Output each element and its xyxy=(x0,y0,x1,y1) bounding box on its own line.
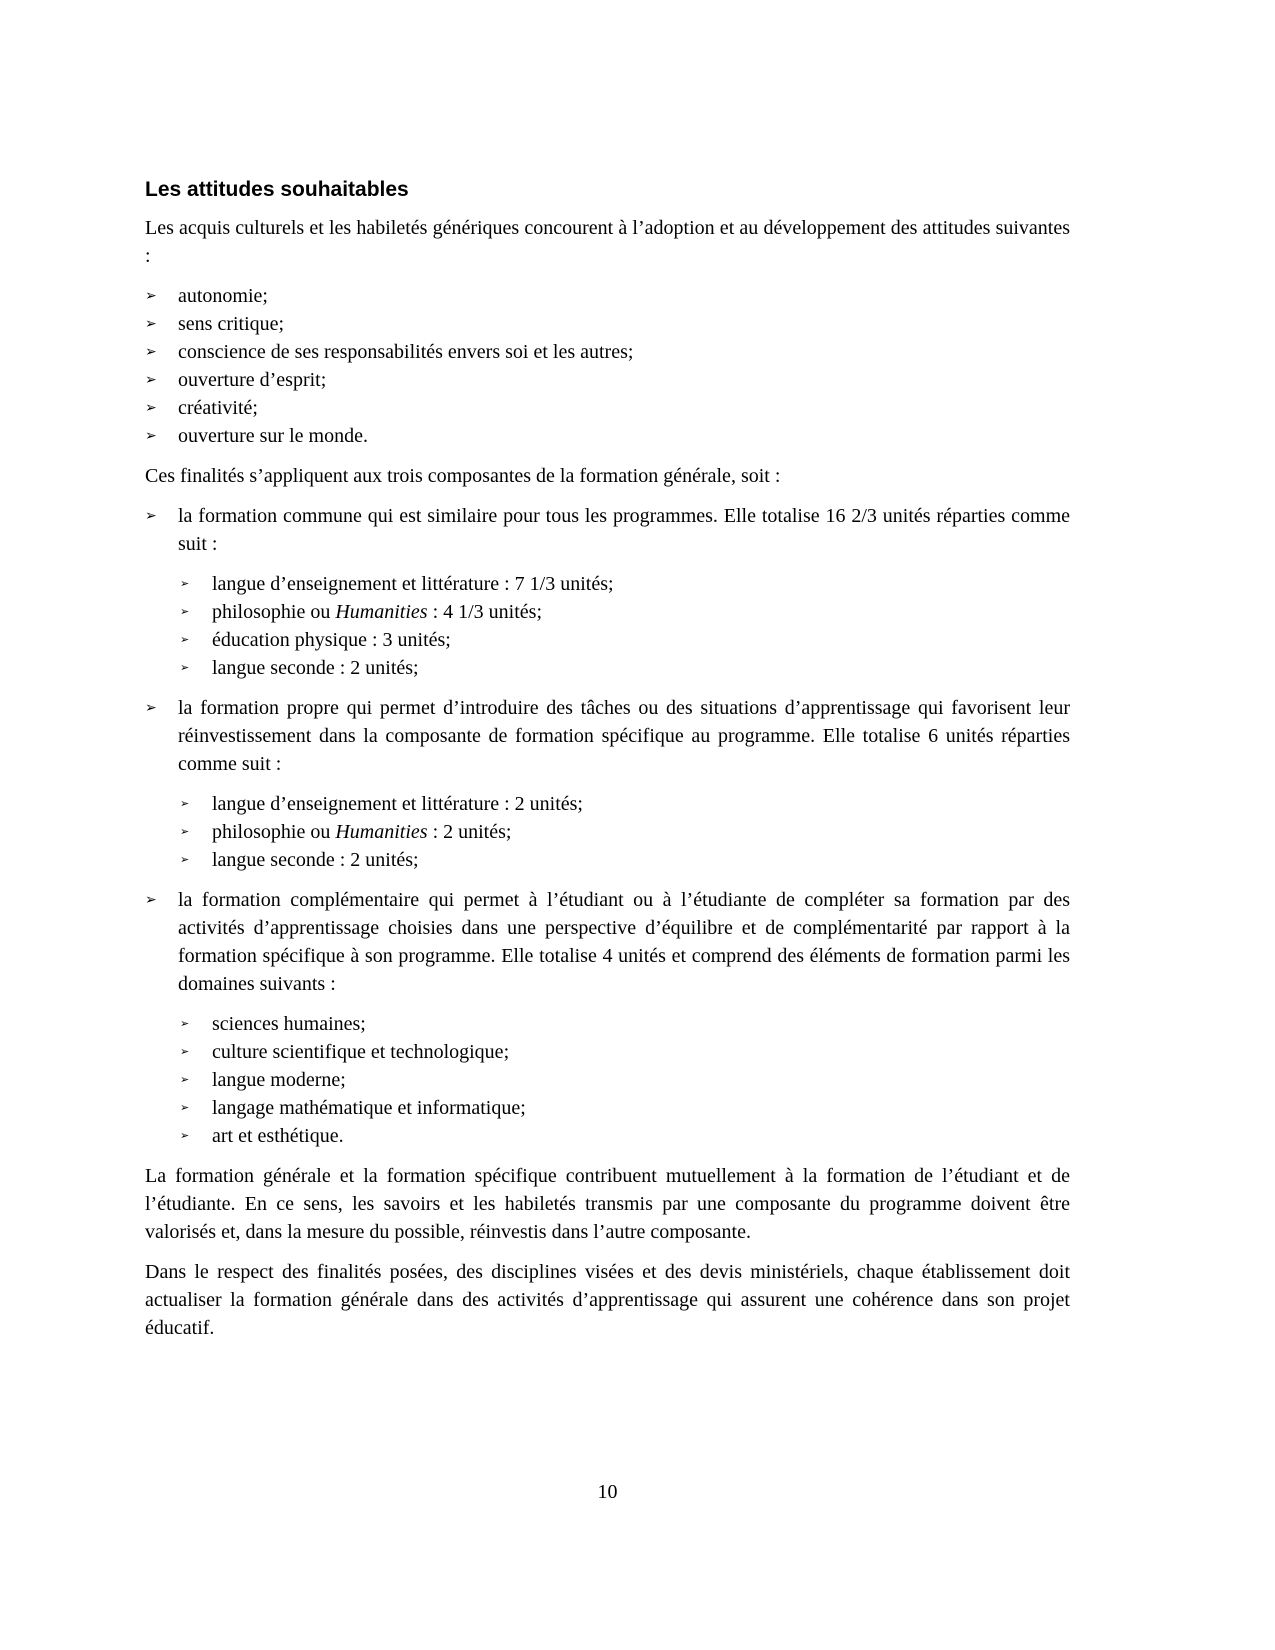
sublist-item-text xyxy=(212,1038,1070,1066)
sublist-item xyxy=(145,846,1070,874)
arrow-bullet-icon: ➢ xyxy=(180,1101,190,1114)
attitude-item xyxy=(145,310,1070,338)
sublist-item-italic: Humanities xyxy=(335,821,428,843)
arrow-bullet-icon: ➢ xyxy=(180,661,190,674)
arrow-bullet-icon: ➢ xyxy=(145,700,157,716)
attitudes-list xyxy=(145,282,1070,450)
component-intro-item xyxy=(145,886,1070,998)
components-intro-paragraph: Ces finalités s’appliquent aux trois composantes de la formation générale, soit : xyxy=(145,465,781,487)
attitude-item xyxy=(145,338,1070,366)
paragraph-formation-generale-specifique: La formation générale et la formation spécifique contribuent mutuellement à la formation de l’étudiant et de l’étudiante. En ce sens, les savoirs et les habiletés transmis par une composante du programme doivent être valorisés et, dans la mesure du possible, réinvestis dans l’autre composante. xyxy=(145,1165,1070,1243)
sublist-item xyxy=(145,570,1070,598)
sublist-item-text xyxy=(212,598,1070,626)
attitude-item-text: autonomie; xyxy=(178,285,268,307)
arrow-bullet-icon: ➢ xyxy=(145,316,157,332)
sublist-item-pre: langue d’enseignement et littérature : 2 unités; xyxy=(212,793,583,815)
sublist-item-pre: culture scientifique et technologique; xyxy=(212,1041,510,1063)
component-sublist xyxy=(145,790,1070,874)
sublist-item xyxy=(145,1066,1070,1094)
arrow-bullet-icon: ➢ xyxy=(180,825,190,838)
sublist-item xyxy=(145,1122,1070,1150)
sublist-item-text xyxy=(212,1122,1070,1150)
page-number: 10 xyxy=(597,1481,618,1503)
attitude-item xyxy=(145,366,1070,394)
attitude-item-text: ouverture sur le monde. xyxy=(178,425,368,447)
sublist-item-text xyxy=(212,790,1070,818)
sublist-item xyxy=(145,1010,1070,1038)
component-intro-text: la formation complémentaire qui permet à l’étudiant ou à l’étudiante de compléter sa formation par des activités d’apprentissage choisies dans une perspective d’équilibre et de complémentarité par rapport à la formation spécifique à son programme. Elle totalise 4 unités et comprend des éléments de formation parmi les domaines suivants : xyxy=(178,889,1070,995)
arrow-bullet-icon: ➢ xyxy=(180,633,190,646)
arrow-bullet-icon: ➢ xyxy=(145,372,157,388)
component-sublist xyxy=(145,570,1070,682)
sublist-item-post: : 4 1/3 unités; xyxy=(427,601,543,623)
sublist-item-pre: sciences humaines; xyxy=(212,1013,366,1035)
sublist-item-pre: éducation physique : 3 unités; xyxy=(212,629,451,651)
sublist-item-pre: art et esthétique. xyxy=(212,1125,344,1147)
attitude-item xyxy=(145,282,1070,310)
intro-paragraph: Les acquis culturels et les habiletés génériques concourent à l’adoption et au développement des attitudes suivantes : xyxy=(145,217,1070,267)
section-heading: Les attitudes souhaitables xyxy=(145,178,409,201)
sublist-item-pre: langue seconde : 2 unités; xyxy=(212,849,419,871)
arrow-bullet-icon: ➢ xyxy=(145,508,157,524)
component-intro-item xyxy=(145,694,1070,778)
attitude-item-text: sens critique; xyxy=(178,313,285,335)
sublist-item xyxy=(145,626,1070,654)
component-intro-text: la formation propre qui permet d’introduire des tâches ou des situations d’apprentissage qui favorisent leur réinvestissement dans la composante de formation spécifique au programme. Elle totalise 6 unités réparties comme suit : xyxy=(178,697,1070,775)
sublist-item-text xyxy=(212,626,1070,654)
sublist-item xyxy=(145,1038,1070,1066)
component-sublist xyxy=(145,1010,1070,1150)
sublist-item-pre: langue moderne; xyxy=(212,1069,346,1091)
sublist-item-italic: Humanities xyxy=(335,601,428,623)
arrow-bullet-icon: ➢ xyxy=(180,1017,190,1030)
sublist-item-post: : 2 unités; xyxy=(427,821,512,843)
arrow-bullet-icon: ➢ xyxy=(180,1129,190,1142)
arrow-bullet-icon: ➢ xyxy=(180,1073,190,1086)
component-intro-item xyxy=(145,502,1070,558)
arrow-bullet-icon: ➢ xyxy=(145,400,157,416)
sublist-item xyxy=(145,790,1070,818)
component-formation-complementaire xyxy=(145,886,1070,1150)
sublist-item-text xyxy=(212,570,1070,598)
sublist-item-pre: philosophie ou xyxy=(212,601,336,623)
sublist-item-pre: philosophie ou xyxy=(212,821,336,843)
arrow-bullet-icon: ➢ xyxy=(180,797,190,810)
sublist-item-text xyxy=(212,1010,1070,1038)
arrow-bullet-icon: ➢ xyxy=(145,892,157,908)
sublist-item-pre: langue seconde : 2 unités; xyxy=(212,657,419,679)
attitude-item xyxy=(145,394,1070,422)
component-intro-text: la formation commune qui est similaire pour tous les programmes. Elle totalise 16 2/3 unités réparties comme suit : xyxy=(178,505,1070,555)
sublist-item-text xyxy=(212,1066,1070,1094)
sublist-item xyxy=(145,654,1070,682)
component-formation-propre xyxy=(145,694,1070,874)
arrow-bullet-icon: ➢ xyxy=(145,428,157,444)
sublist-item-text xyxy=(212,1094,1070,1122)
sublist-item-text xyxy=(212,846,1070,874)
arrow-bullet-icon: ➢ xyxy=(180,853,190,866)
sublist-item xyxy=(145,598,1070,626)
paragraph-respect-finalites: Dans le respect des finalités posées, des disciplines visées et des devis ministériels, chaque établissement doit actualiser la formation générale dans des activités d’apprentissage qui assurent une cohérence dans son projet éducatif. xyxy=(145,1261,1070,1339)
sublist-item-pre: langue d’enseignement et littérature : 7 1/3 unités; xyxy=(212,573,614,595)
attitude-item-text: conscience de ses responsabilités envers soi et les autres; xyxy=(178,341,634,363)
sublist-item-text xyxy=(212,654,1070,682)
attitude-item-text: ouverture d’esprit; xyxy=(178,369,327,391)
sublist-item xyxy=(145,818,1070,846)
arrow-bullet-icon: ➢ xyxy=(145,288,157,304)
sublist-item-pre: langage mathématique et informatique; xyxy=(212,1097,526,1119)
component-formation-commune xyxy=(145,502,1070,682)
arrow-bullet-icon: ➢ xyxy=(145,344,157,360)
sublist-item xyxy=(145,1094,1070,1122)
attitude-item-text: créativité; xyxy=(178,397,258,419)
attitude-item xyxy=(145,422,1070,450)
arrow-bullet-icon: ➢ xyxy=(180,577,190,590)
arrow-bullet-icon: ➢ xyxy=(180,605,190,618)
sublist-item-text xyxy=(212,818,1070,846)
arrow-bullet-icon: ➢ xyxy=(180,1045,190,1058)
